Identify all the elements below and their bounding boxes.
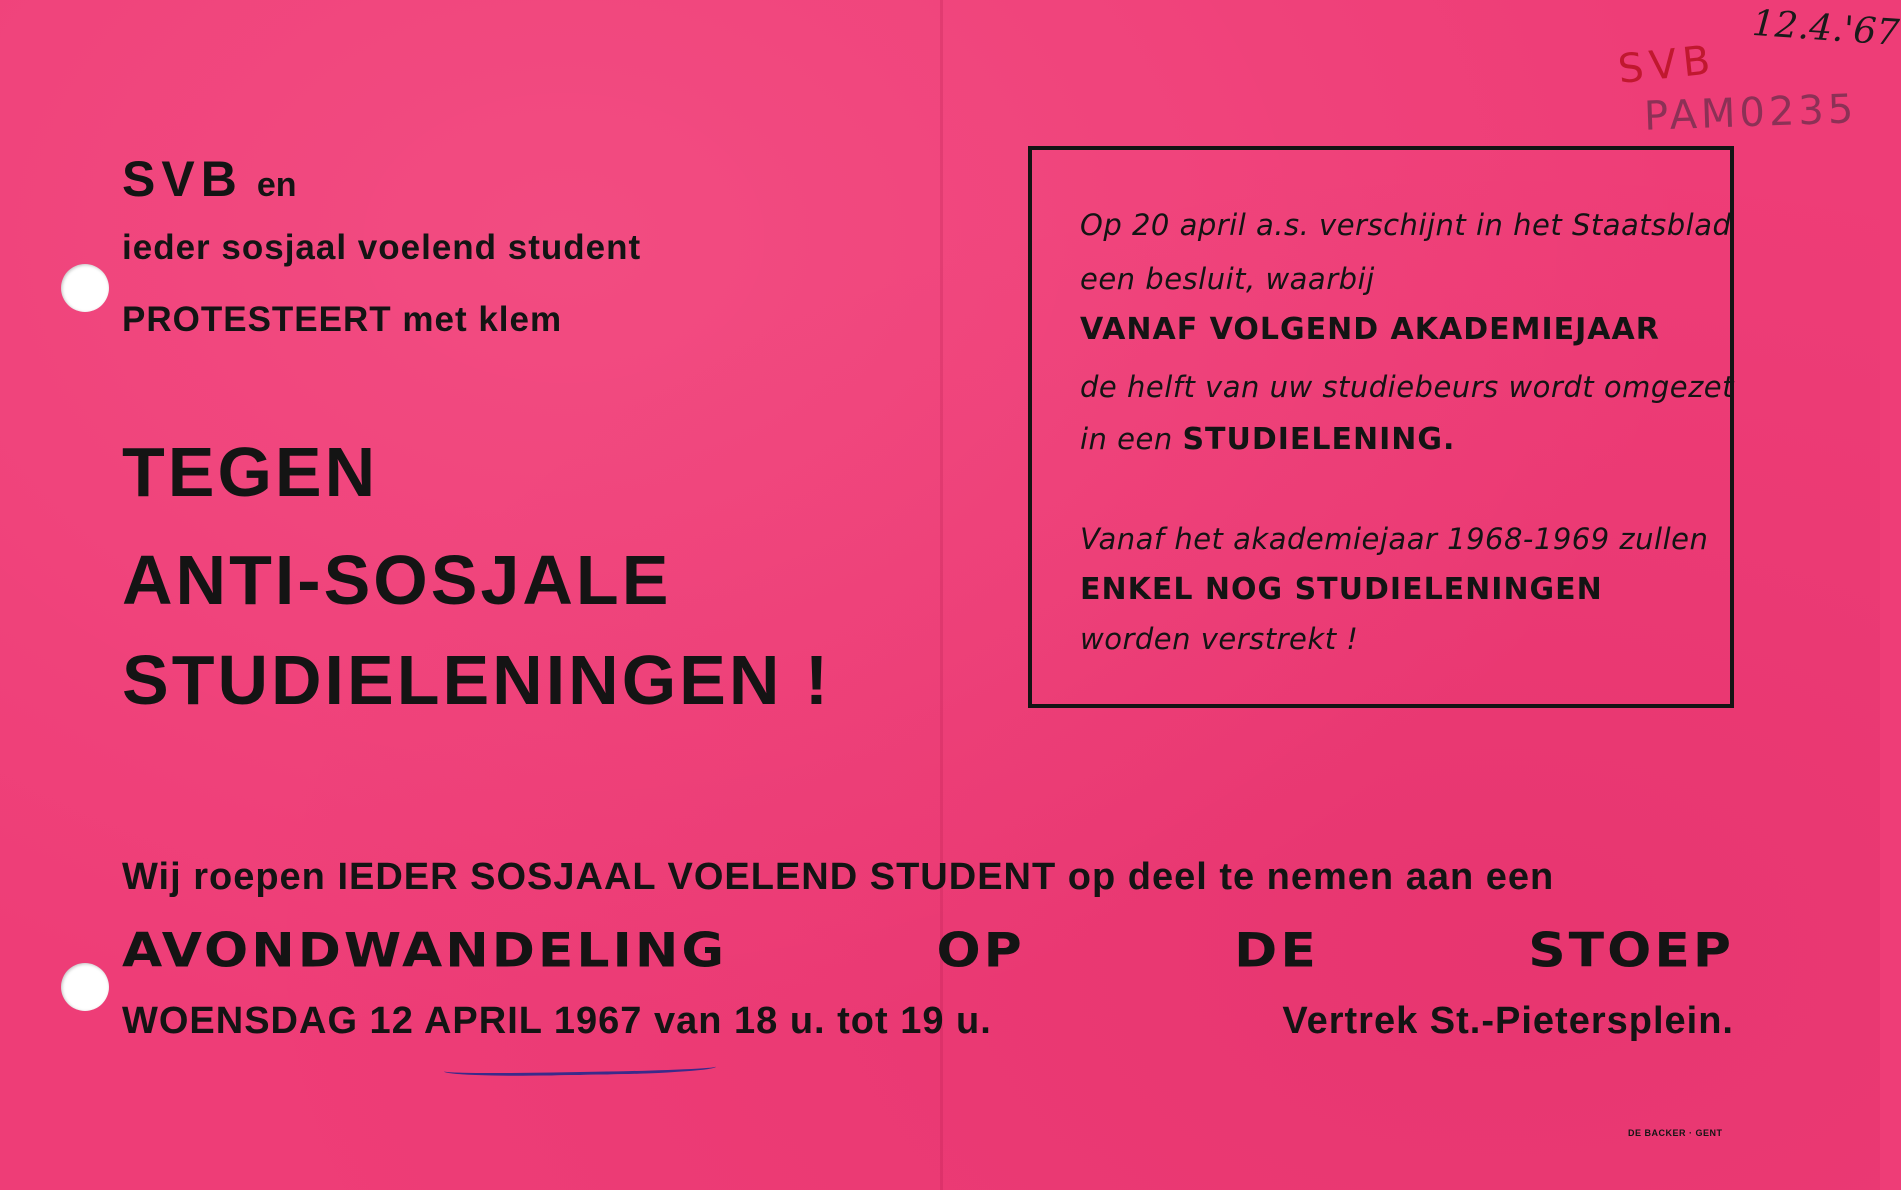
headline-line-2: ANTI-SOSJALE [122, 541, 672, 619]
notice-line-5: Vanaf het akademiejaar 1968-1969 zullen [1080, 522, 1709, 556]
handwritten-date: 12.4.'67 [1750, 2, 1901, 55]
punch-hole-bottom [61, 963, 109, 1011]
invitation-line: Wij roepen IEDER SOSJAAL VOELEND STUDENT op deel te nemen aan een [122, 856, 1555, 898]
notice-line-1: Op 20 april a.s. verschijnt in het Staatsblad [1080, 208, 1732, 242]
headline-line-1: TEGEN [122, 433, 379, 511]
intro-line-2: PROTESTEERT met klem [122, 300, 563, 339]
org-line [122, 150, 297, 208]
notice-line-6: worden verstrekt ! [1080, 622, 1359, 656]
event-time: van 18 u. tot 19 u. [653, 1000, 992, 1042]
org-suffix: en [256, 166, 297, 204]
notice-line-4-prefix: in een [1080, 422, 1173, 456]
notice-line-3: de helft van uw studiebeurs wordt omgezet [1080, 370, 1734, 404]
event-title [122, 924, 1734, 978]
event-date-time [122, 1000, 992, 1043]
punch-hole-top [61, 264, 109, 312]
event-word-4: STOEP [1528, 924, 1734, 978]
notice-bold-2: ENKEL NOG STUDIELENINGEN [1080, 572, 1603, 607]
event-departure: Vertrek St.-Pietersplein. [1282, 1000, 1734, 1042]
printer-credit: DE BACKER · GENT [1628, 1128, 1723, 1138]
event-word-2: OP [936, 924, 1025, 978]
event-word-1: AVONDWANDELING [122, 924, 728, 978]
headline-line-3: STUDIELENINGEN ! [122, 641, 832, 719]
event-details [122, 1000, 1734, 1043]
notice-line-4 [1080, 422, 1690, 457]
pen-underline-mark [444, 1058, 716, 1078]
archive-stamp: SVB [1615, 36, 1719, 94]
event-word-3: DE [1234, 924, 1319, 978]
notice-line-2: een besluit, waarbij [1080, 262, 1375, 296]
event-date: WOENSDAG 12 APRIL 1967 [122, 1000, 643, 1042]
notice-bold-1: VANAF VOLGEND AKADEMIEJAAR [1080, 312, 1660, 347]
notice-line-4-bold: STUDIELENING. [1182, 422, 1456, 457]
org-name: SVB [122, 151, 243, 207]
archive-code: PAM0235 [1643, 86, 1858, 140]
notice-box [1028, 146, 1734, 708]
intro-line-1: ieder sosjaal voelend student [122, 228, 642, 267]
